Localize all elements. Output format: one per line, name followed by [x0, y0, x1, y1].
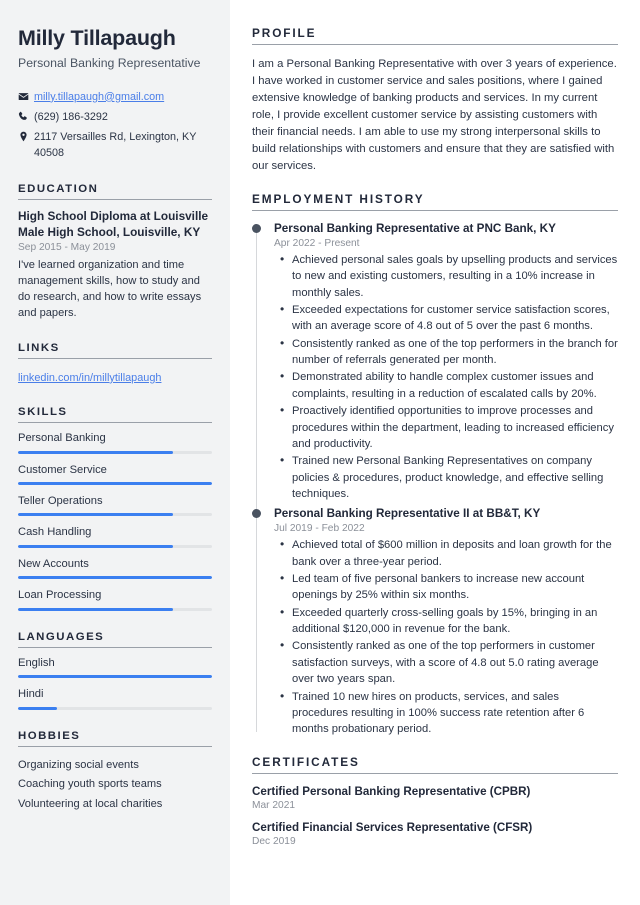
job-bullet: • Trained 10 new hires on products, services, and sales procedures resulting in 100% success rate retention after 6 months probationary period. — [290, 689, 618, 738]
certificate-date: Mar 2021 — [252, 799, 296, 811]
job-date: Apr 2022 - Present — [274, 238, 360, 250]
certificate-title: Certified Personal Banking Representative (CPBR) — [252, 784, 531, 798]
skill-bar-track — [18, 482, 212, 485]
job-bullet: • Achieved personal sales goals by upselling products and services to new and existing customers, resulting in a 10% increase in monthly sales. — [290, 252, 618, 301]
contact-email — [18, 90, 212, 105]
email-link[interactable]: milly.tillapaugh@gmail.com — [34, 90, 165, 103]
language-bar-fill — [18, 707, 57, 710]
education-heading: EDUCATION — [18, 183, 99, 195]
skills-heading: SKILLS — [18, 406, 68, 419]
certificate-item — [252, 784, 618, 811]
links-section — [18, 342, 212, 386]
language-label: Hindi — [18, 688, 44, 701]
skill-bar-fill — [18, 576, 212, 579]
certificate-item — [252, 820, 618, 847]
job-bullet: • Led team of five personal bankers to increase new account openings by 25% within six months. — [290, 571, 618, 604]
job-bullet: • Consistently ranked as one of the top performers in the branch for number of referrals generated per month. — [290, 336, 618, 369]
skill-label: New Accounts — [18, 557, 89, 570]
contact-phone — [18, 110, 212, 125]
skill-bar-track — [18, 451, 212, 454]
sidebar — [0, 0, 230, 905]
education-entry — [18, 209, 212, 322]
skill-item — [18, 464, 212, 485]
languages-section — [18, 631, 212, 710]
job-title: Personal Banking Representative at PNC Bank, KY — [274, 221, 556, 235]
skills-divider — [18, 422, 212, 423]
skill-item — [18, 589, 212, 610]
languages-divider — [18, 647, 212, 648]
skill-bar-fill — [18, 451, 173, 454]
phone-icon — [18, 110, 34, 122]
employment-heading: EMPLOYMENT HISTORY — [252, 191, 425, 206]
job-bullet: • Proactively identified opportunities to improve processes and procedures within the department, leading to increased efficiency and productivity. — [290, 403, 618, 452]
hobbies-section — [18, 730, 212, 815]
skill-bar-fill — [18, 482, 212, 485]
profile-heading: PROFILE — [252, 26, 317, 40]
skill-bar-track — [18, 576, 212, 579]
job-title: Personal Banking Representative II at BB&T, KY — [274, 507, 541, 521]
education-title: High School Diploma at Louisville Male High School, Louisville, KY — [18, 209, 209, 239]
skill-item — [18, 495, 212, 516]
skill-bar-fill — [18, 608, 173, 611]
employment-divider — [252, 210, 618, 211]
education-description: I've learned organization and time management skills, how to study and do research, and how to write essays and papers. — [18, 259, 202, 319]
timeline-dot-icon — [252, 224, 261, 233]
location-pin-icon — [18, 130, 34, 142]
skill-item — [18, 558, 212, 579]
profile-text: I am a Personal Banking Representative with over 3 years of experience. I have worked in customer service and sales positions, where I gained extensive knowledge of banking products and services. In my current role, I provide excellent customer service by assisting customers with their financial needs. I am able to use my strong interpersonal skills to build relationships with customers and ensure that they are satisfied with our services. — [252, 58, 617, 172]
language-item — [18, 657, 212, 678]
skill-bar-track — [18, 608, 212, 611]
skill-label: Cash Handling — [18, 526, 92, 539]
job-entry — [252, 221, 618, 502]
skill-label: Personal Banking — [18, 432, 106, 445]
envelope-icon — [18, 90, 34, 102]
job-bullet-list — [274, 252, 618, 502]
skill-bar-track — [18, 513, 212, 516]
employment-timeline — [252, 221, 618, 738]
hobbies-divider — [18, 746, 212, 747]
linkedin-link[interactable]: linkedin.com/in/millytillapaugh — [18, 371, 162, 384]
skill-label: Customer Service — [18, 463, 107, 476]
skill-label: Loan Processing — [18, 589, 102, 602]
certificate-title: Certified Financial Services Representative (CFSR) — [252, 820, 533, 834]
education-divider — [18, 199, 212, 200]
contact-address — [18, 130, 212, 161]
language-item — [18, 688, 212, 709]
hobby-item: Coaching youth sports teams — [18, 778, 162, 791]
job-bullet: • Demonstrated ability to handle complex customer issues and complaints, resulting in a reduction of escalated calls by 20%. — [290, 369, 618, 402]
timeline-dot-icon — [252, 509, 261, 518]
job-bullet: • Achieved total of $600 million in deposits and loan growth for the bank over a three-year period. — [290, 537, 618, 570]
language-label: English — [18, 656, 55, 669]
skill-item — [18, 526, 212, 547]
language-bar-track — [18, 707, 212, 710]
certificates-heading: CERTIFICATES — [252, 754, 360, 769]
job-bullet: • Exceeded expectations for customer service satisfaction scores, with an average score of 4.8 out of 5 over the past 6 months. — [290, 302, 618, 335]
skill-bar-track — [18, 545, 212, 548]
profile-divider — [252, 44, 618, 45]
contact-address-value: 2117 Versailles Rd, Lexington, KY 40508 — [34, 131, 197, 159]
skill-bar-fill — [18, 545, 173, 548]
profile-section — [252, 26, 618, 175]
contact-phone-value: (629) 186-3292 — [34, 111, 108, 124]
languages-heading: LANGUAGES — [18, 630, 105, 643]
links-heading: LINKS — [18, 341, 60, 354]
job-entry — [252, 506, 618, 737]
skills-section — [18, 406, 212, 611]
education-date: Sep 2015 - May 2019 — [18, 242, 116, 254]
hobby-item: Organizing social events — [18, 758, 139, 771]
main-content — [230, 0, 640, 905]
skill-bar-fill — [18, 513, 173, 516]
candidate-job-title: Personal Banking Representative — [18, 55, 201, 70]
links-divider — [18, 358, 212, 359]
job-date: Jul 2019 - Feb 2022 — [274, 523, 365, 535]
contact-list — [18, 90, 212, 161]
job-bullet: • Exceeded quarterly cross-selling goals by 15%, bringing in an additional $120,000 in revenue for the bank. — [290, 605, 618, 638]
certificates-section — [252, 755, 618, 847]
employment-section — [252, 192, 618, 738]
candidate-name: Milly Tillapaugh — [18, 26, 176, 50]
hobbies-heading: HOBBIES — [18, 729, 81, 742]
education-section — [18, 183, 212, 322]
job-bullet: • Trained new Personal Banking Representatives on company policies & procedures, product knowledge, and effective selling techniques. — [290, 453, 618, 502]
language-bar-fill — [18, 675, 212, 678]
hobby-item: Volunteering at local charities — [18, 798, 163, 811]
certificate-date: Dec 2019 — [252, 835, 296, 847]
contact-email-value[interactable] — [34, 90, 212, 105]
job-bullet-list — [274, 537, 618, 737]
skill-item — [18, 432, 212, 453]
job-bullet: • Consistently ranked as one of the top performers in customer satisfaction surveys, with a score of 4.8 out 5.0 rating average over two years span. — [290, 638, 618, 687]
certificates-divider — [252, 773, 618, 774]
skill-label: Teller Operations — [18, 494, 103, 507]
language-bar-track — [18, 675, 212, 678]
